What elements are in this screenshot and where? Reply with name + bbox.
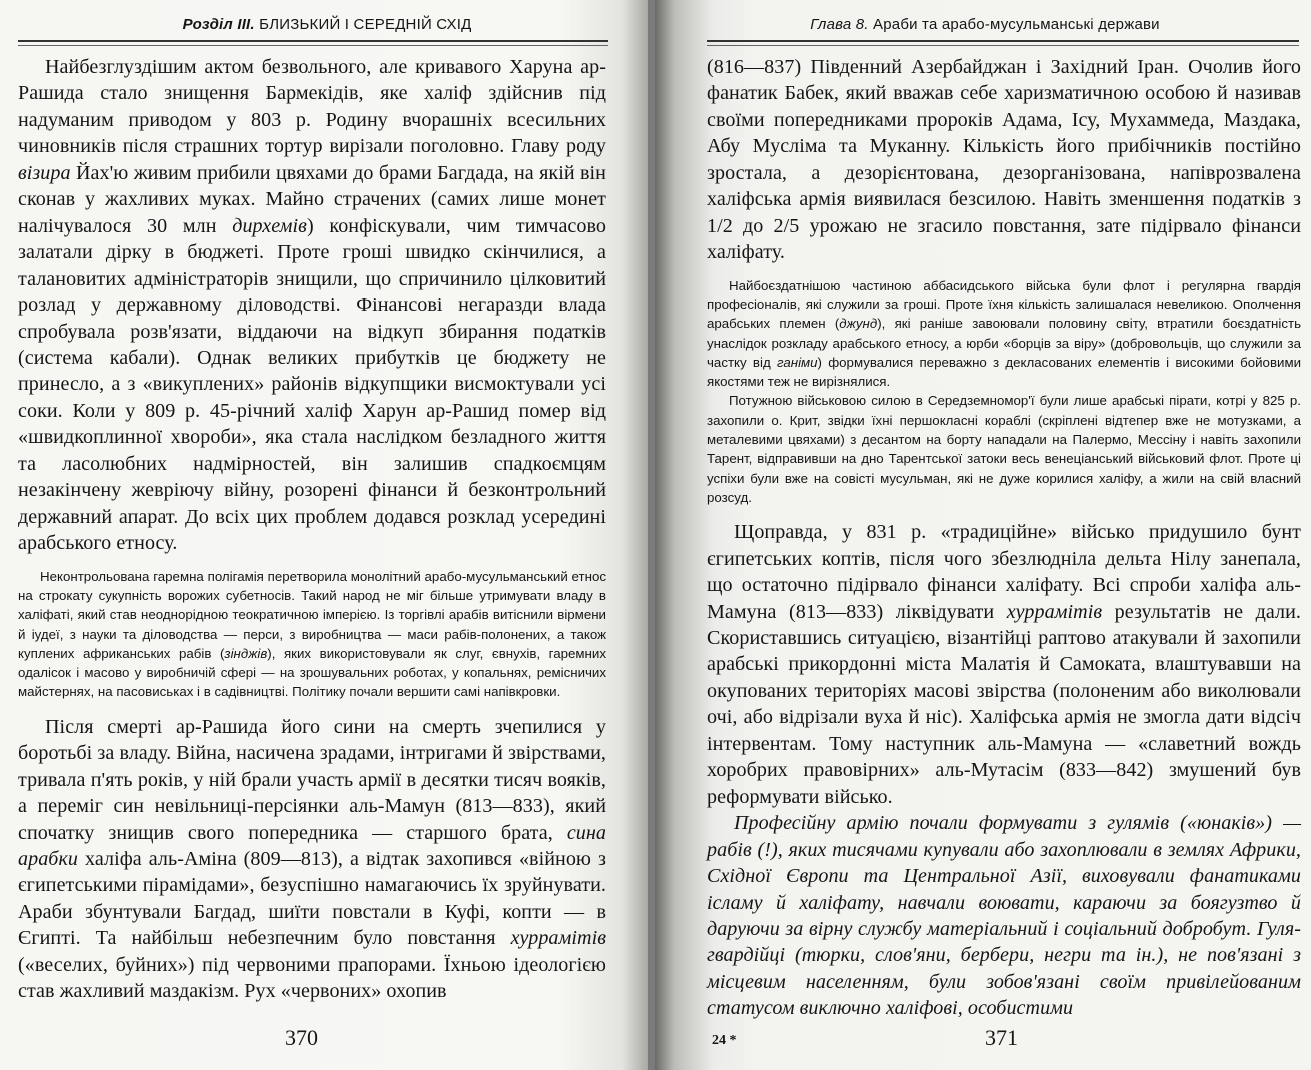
term-italic: джунд — [839, 316, 878, 332]
italic-paragraph: Професійну армію почали формувати з гулямів («юнаків») — рабів (!), яких тисячами купували або захоплювали в землях Африки, Східної Європи та Центральної Азії, виховували фанатиками ісламу й халіфату, навчали воювати, караючи за боягузтво й даруючи за вірну службу матеріальний і соціальний добробут. Гуля-гвардійці (тюрки, слов'яни, бербери, негри та ін.), не пов'язані з місцевим населенням, були зобов'язані своїм привілейованим статусом виключно халіфові, особистими — [707, 812, 1301, 1020]
section-title: БЛИЗЬКИЙ І СЕРЕДНІЙ СХІД — [259, 16, 472, 33]
paragraph: Щоправда, у 831 р. «традиційне» військо придушило бунт єгипетських коптів, після чого збезлюдніла дельта Нілу занепала, що остаточно підірвало фінанси халіфату. Всі спроби халіфа аль-Мамуна (813—833) ліквідувати хуррамітів результатів не дали. Скориставшись ситуацією, візантійці раптово атакували й захопили арабські прикордонні міста Малатія й Самоката, влаштувавши на окупованих територіях масові звірства (полоненим або виколювали очі, або відрізали вуха й ніс). Халіфська армія не змогла дати відсіч інтервентам. Тому наступник аль-Мамуна — «славетний вождь хоробрих правовірних» аль-Мутасім (833—842) змушений був реформувати військо. — [707, 521, 1301, 808]
term-italic: сина арабки — [18, 821, 606, 870]
running-header-right — [685, 16, 1285, 36]
term-italic: візира — [18, 161, 71, 184]
section-label: Розділ ІІІ. — [182, 16, 255, 33]
term-italic: хуррамітів — [1006, 600, 1103, 623]
left-page-text — [18, 54, 606, 1005]
page-number-left: 370 — [285, 1025, 318, 1050]
paragraph: Найбезглуздішим актом безвольного, але кривавого Харуна ар-Рашида стало знищення Бармекідів, яке халіф здійснив під надуманим приводом у 803 р. Родину вчорашніх всесильних чиновників після страшних тортур вирізали поголовно. Главу роду візира Йах'ю живим прибили цвяхами до брами Багдада, на якій він сконав у жахливих муках. Майно страчених (самих лише монет налічувалося 30 млн дирхемів) конфіскували, чим тимчасово залатали дірку в бюджеті. Проте гроші швидко скінчилися, а талановитих адміністраторів знищили, що спричинило цілковитий розлад у державному діловодстві. Фінансові негаразди влада спробувала розв'язати, віддаючи на відкуп збирання податків (система кабали). Однак великих прибутків це бюджету не принесло, а з «викуплених» районів відкупщики висмоктували усі соки. Коли у 809 р. 45-річний халіф Харун ар-Рашид помер від «швидкоплинної хвороби», яка стала наслідком безладного життя та ласолюбних надмірностей, він залишив спадкоємцям незакінчену жевріючу війну, розорені фінанси й безконтрольний державний апарат. До всіх цих проблем додався розклад усередині арабського етносу. — [18, 56, 606, 555]
header-rule-left — [18, 40, 608, 46]
chapter-title: Араби та арабо-мусульманські держави — [873, 16, 1160, 33]
small-print-paragraph: Найбоєздатнішою частиною аббасидського війська були флот і регулярна гвардія професіоналів, які служили за гроші. Проте їхня кількість залишалася невеликою. Ополчення арабських племен (джунд), які раніше завоювали половину світу, втратили боєздатність унаслідок розкладу арабського етносу, а юрби «борців за віру» (добровольців, що служили за частку від ганіми) формувалися переважно з декласованих елементів і високими бойовими якостями теж не вирізнялися. — [707, 277, 1302, 390]
small-print-paragraph: Неконтрольована гаремна полігамія перетворила монолітний арабо-мусульманський етнос на строкату сукупність ворожих субетносів. Такий народ не міг більше утримувати владу в халіфаті, який став неоднорідною теократичною імперією. Із торгівлі арабів витіснили вірмени й іудеї, з науки та діловодства — перси, з виробництва — маси рабів-полонених, а також куплених африканських рабів (зінджів), яких використовували як слуг, євнухів, гаремних одалісок і масово у виробничій сфері — на зрошувальних роботах, у копальнях, ремісничих майстернях, на пасовиськах і в садівництві. Політику почали вершити самі напівкровки. — [18, 568, 606, 700]
chapter-label: Глава 8. — [810, 16, 869, 33]
right-page — [655, 0, 1311, 1070]
paragraph: Після смерті ар-Рашида його сини на смерть зчепилися у боротьбі за владу. Війна, насичена зрадами, інтригами й звірствами, тривала п'ять років, у ній брали участь армії в десятки тисяч вояків, а переміг син невільниці-персіянки аль-Мамун (813—833), який спочатку знищив свого попередника — старшого брата, сина арабки халіфа аль-Аміна (809—813), а відтак захопився «війною з єгипетськими пірамідами», безуспішно намагаючись їх зруйнувати. Араби збунтували Багдад, шиїти повстали в Куфі, копти — в Єгипті. Та найбільш небезпечним було повстання хуррамітів («веселих, буйних») під червоними прапорами. Їхньою ідеологією став жахливий маздакізм. Рух «червоних» охопив — [18, 715, 606, 1003]
paragraph: (816—837) Південний Азербайджан і Західний Іран. Очолив його фанатик Бабек, який вважав себе харизматичною особою й називав своїми попередниками пророків Адама, Ісу, Мухаммеда, Маздака, Абу Мусліма та Муканну. Кількість його прибічників постійно зростала, а дезорієнтована, дезорганізована, напіврозвалена халіфська армія виявилася безсилою. Навіть зменшення податків з 1/2 до 2/5 урожаю не згасило повстання, зате підірвало фінанси халіфату. — [707, 56, 1301, 264]
small-print-paragraph: Потужною військовою силою в Середземномор'ї були лише арабські пірати, котрі у 825 р. захопили о. Крит, звідки їхні першокласні кораблі (скріплені відтепер вже не мотузками, а металевими цвяхами) з десантом на борту нападали на Палермо, Мессіну і навіть захопили Тарент, відправивши на дно Тарентської затоки весь венеціанський військовий флот. Проте ці успіхи були вже на совісті мусульман, які не дуже корилися халіфу, а жили на свій власний розсуд. — [707, 393, 1301, 505]
term-italic: ганіми — [776, 354, 818, 370]
page-number-right: 371 — [985, 1025, 1018, 1050]
right-page-text — [707, 54, 1301, 1022]
term-italic: дирхемів — [232, 214, 307, 237]
running-header-left — [30, 16, 624, 36]
term-italic: хуррамітів — [510, 927, 606, 950]
left-page — [0, 0, 648, 1070]
header-rule-right — [707, 40, 1299, 46]
term-italic: зінджів — [224, 645, 268, 661]
signature-mark: 24 * — [712, 1033, 737, 1048]
